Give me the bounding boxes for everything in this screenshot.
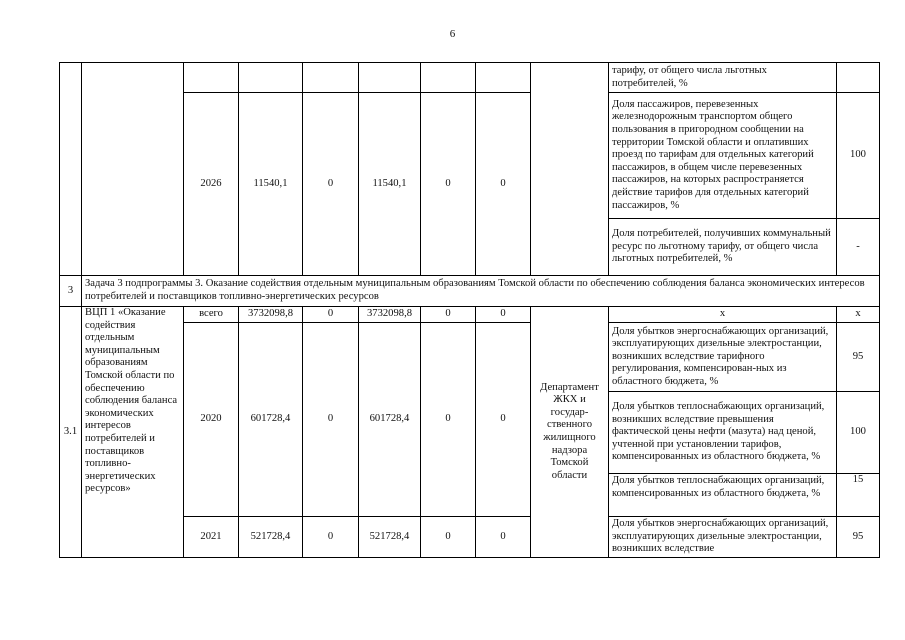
program-table: [59, 62, 880, 558]
amount-col4: 0: [476, 517, 531, 558]
indicator-value: 15: [837, 474, 880, 517]
table-row: [60, 63, 880, 93]
amount-col3: 0: [421, 323, 476, 517]
indicator-text: Доля убытков теплоснабжающих организаций, компенсированных из областного бюджета, %: [609, 474, 837, 517]
indicator-text: Доля убытков теплоснабжающих организаций, возникших вследствие превышения фактической цены нефти (мазута) над ценой, учтенной при установлении тарифов, компенсированных из областного бюджета, %: [609, 392, 837, 474]
indicator-value: x: [837, 307, 880, 323]
amount-total: 521728,4: [239, 517, 303, 558]
amount-col2: 11540,1: [359, 93, 421, 276]
table-row: [60, 307, 880, 323]
year-cell: всего: [184, 307, 239, 323]
indicator-value: -: [837, 219, 880, 276]
vcp-name: ВЦП 1 «Оказание содействия отдельным муниципальным образованиям Томской области по обеспечению соблюдения баланса экономических интересов потребителей и поставщиков топливно-энергетических ресурсов»: [82, 307, 184, 558]
indicator-value: [837, 63, 880, 93]
indicator-value: 100: [837, 392, 880, 474]
task-number: 3: [60, 276, 82, 307]
indicator-value: 100: [837, 93, 880, 219]
task-row: [60, 276, 880, 307]
amount-col1: 0: [303, 93, 359, 276]
indicator-text: тарифу, от общего числа льготных потребителей, %: [609, 63, 837, 93]
task-text: Задача 3 подпрограммы 3. Оказание содействия отдельным муниципальным образованиям Томской области по обеспечению соблюдения баланса экономических интересов потребителей и поставщиков топливно-энергетических ресурсов: [82, 276, 880, 307]
amount-col3: 0: [421, 93, 476, 276]
amount-total: 3732098,8: [239, 307, 303, 323]
number-cell: [60, 63, 82, 276]
page-number: 6: [449, 28, 456, 40]
amount-col1: 0: [303, 517, 359, 558]
year-cell: 2026: [184, 93, 239, 276]
indicator-text: Доля пассажиров, перевезенных железнодорожным транспортом общего пользования в пригородном сообщении на территории Томской области и оплативших проезд по тарифам для отдельных категорий пассажиров, в общем числе перевезенных пассажиров, на которых распространяется действие тарифов для отдельных категорий пассажиров, %: [609, 93, 837, 219]
executor-cell: Департамент ЖКХ и государ-ственного жилищного надзора Томской области: [531, 307, 609, 558]
amount-col4: 0: [476, 323, 531, 517]
amount-total: 601728,4: [239, 323, 303, 517]
amount-col1: 0: [303, 323, 359, 517]
amount-col2: 521728,4: [359, 517, 421, 558]
amount-col2: 601728,4: [359, 323, 421, 517]
indicator-value: 95: [837, 517, 880, 558]
indicator-text: Доля потребителей, получивших коммунальный ресурс по льготному тарифу, от общего числа льготных потребителей, %: [609, 219, 837, 276]
amount-col4: 0: [476, 93, 531, 276]
executor-cell: [531, 63, 609, 276]
amount-col4: 0: [476, 307, 531, 323]
amount-total: 11540,1: [239, 93, 303, 276]
indicator-text: x: [609, 307, 837, 323]
year-cell: 2021: [184, 517, 239, 558]
vcp-number: 3.1: [60, 307, 82, 558]
year-cell: 2020: [184, 323, 239, 517]
indicator-text: Доля убытков энергоснабжающих организаций, эксплуатирующих дизельные электростанции, возникших вследствие: [609, 517, 837, 558]
indicator-text: Доля убытков энергоснабжающих организаций, эксплуатирующих дизельные электростанции, возникших вследствие тарифного регулирования, компенсирован-ных из областного бюджета, %: [609, 323, 837, 392]
indicator-value: 95: [837, 323, 880, 392]
amount-col1: 0: [303, 307, 359, 323]
name-cell: [82, 63, 184, 276]
amount-col2: 3732098,8: [359, 307, 421, 323]
amount-col3: 0: [421, 307, 476, 323]
amount-col3: 0: [421, 517, 476, 558]
